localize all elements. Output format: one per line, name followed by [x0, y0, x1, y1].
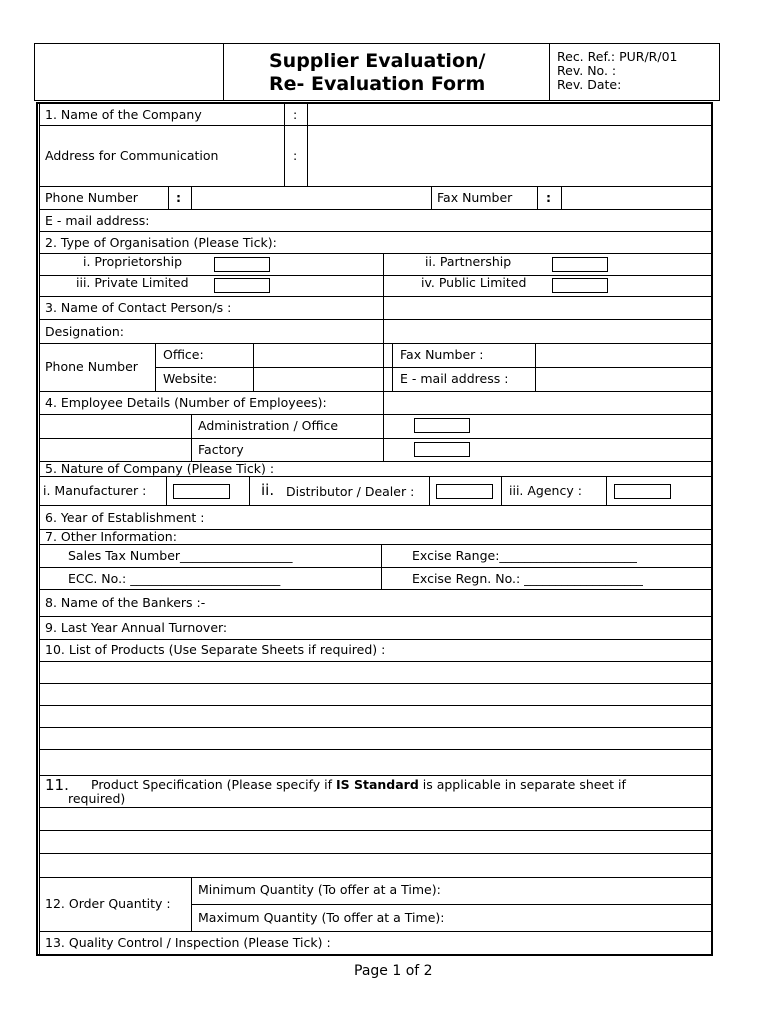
- company-name-colon: :: [293, 107, 298, 122]
- address-field[interactable]: [308, 126, 711, 185]
- product-list-line-1[interactable]: [40, 662, 711, 683]
- bankers-label: 8. Name of the Bankers :-: [45, 595, 206, 610]
- product-spec-text-line2: required): [68, 791, 126, 806]
- admin-office-label: Administration / Office: [198, 418, 339, 433]
- order-quantity-label: 12. Order Quantity :: [45, 896, 171, 911]
- distributor-number: ii.: [261, 481, 275, 499]
- fax-number-label: Fax Number: [437, 190, 513, 205]
- contact-email-field[interactable]: [536, 368, 711, 390]
- factory-count-box[interactable]: [414, 442, 470, 457]
- page-number: Page 1 of 2: [354, 963, 433, 979]
- address-colon: :: [293, 148, 298, 163]
- org-option-partnership: ii. Partnership: [425, 254, 512, 269]
- contact-fax-field[interactable]: [536, 344, 711, 366]
- employee-details-label: 4. Employee Details (Number of Employees):: [45, 395, 327, 410]
- org-type-label: 2. Type of Organisation (Please Tick):: [45, 235, 277, 250]
- other-info-label: 7. Other Information:: [45, 529, 177, 544]
- public-limited-checkbox[interactable]: [552, 278, 608, 293]
- form-title-line1: Supplier Evaluation/: [269, 50, 486, 72]
- list-of-products-label: 10. List of Products (Use Separate Sheets if required) :: [45, 642, 386, 657]
- contact-email-label: E - mail address :: [400, 371, 509, 386]
- product-list-line-2[interactable]: [40, 684, 711, 705]
- form-title-line2: Re- Evaluation Form: [269, 73, 486, 95]
- contact-person-field[interactable]: [384, 297, 711, 318]
- contact-person-label: 3. Name of Contact Person/s :: [45, 300, 232, 315]
- sales-tax-number[interactable]: Sales Tax Number__________________: [68, 548, 293, 563]
- company-name-field[interactable]: [308, 105, 711, 124]
- office-label: Office:: [163, 347, 204, 362]
- org-option-proprietorship: i. Proprietorship: [83, 254, 183, 269]
- annual-turnover-label: 9. Last Year Annual Turnover:: [45, 620, 228, 635]
- contact-phone-label: Phone Number: [45, 359, 138, 374]
- is-standard-text: IS Standard: [335, 777, 419, 792]
- admin-office-count-box[interactable]: [414, 418, 470, 433]
- year-established-label: 6. Year of Establishment :: [45, 510, 205, 525]
- rev-date: Rev. Date:: [557, 77, 622, 92]
- phone-number-field[interactable]: [192, 187, 430, 208]
- ecc-number[interactable]: ECC. No.: ________________________: [68, 571, 281, 586]
- contact-fax-label: Fax Number :: [400, 347, 484, 362]
- product-list-line-4[interactable]: [40, 728, 711, 749]
- distributor-checkbox[interactable]: [436, 484, 493, 499]
- designation-label: Designation:: [45, 324, 124, 339]
- nature-of-company-label: 5. Nature of Company (Please Tick) :: [45, 461, 275, 476]
- org-option-private-limited: iii. Private Limited: [76, 275, 189, 290]
- product-spec-text-post: is applicable in separate sheet if: [418, 777, 626, 792]
- email-label: E - mail address:: [45, 213, 150, 228]
- maximum-quantity-label: Maximum Quantity (To offer at a Time):: [198, 910, 445, 925]
- office-phone-field[interactable]: [254, 344, 391, 366]
- rev-no: Rev. No. :: [557, 63, 617, 78]
- product-spec-number: 11.: [45, 776, 69, 794]
- website-field[interactable]: [254, 368, 391, 390]
- factory-label: Factory: [198, 442, 244, 457]
- agency-label: iii. Agency :: [509, 483, 582, 498]
- phone-number-colon: :: [176, 190, 181, 205]
- partnership-checkbox[interactable]: [552, 257, 608, 272]
- header-divider-right: [549, 43, 550, 101]
- manufacturer-checkbox[interactable]: [173, 484, 230, 499]
- private-limited-checkbox[interactable]: [214, 278, 270, 293]
- fax-number-colon: :: [546, 190, 551, 205]
- distributor-label: Distributor / Dealer :: [286, 484, 415, 499]
- address-label: Address for Communication: [45, 148, 219, 163]
- phone-number-label: Phone Number: [45, 190, 138, 205]
- proprietorship-checkbox[interactable]: [214, 257, 270, 272]
- designation-field[interactable]: [384, 320, 711, 342]
- org-option-public-limited: iv. Public Limited: [421, 275, 527, 290]
- agency-checkbox[interactable]: [614, 484, 671, 499]
- product-spec-text: [91, 778, 626, 792]
- excise-range[interactable]: Excise Range:______________________: [412, 548, 637, 563]
- product-list-line-3[interactable]: [40, 706, 711, 727]
- company-name-label: 1. Name of the Company: [45, 107, 202, 122]
- quality-control-label: 13. Quality Control / Inspection (Please Tick) :: [45, 935, 331, 950]
- minimum-quantity-label: Minimum Quantity (To offer at a Time):: [198, 882, 441, 897]
- manufacturer-label: i. Manufacturer :: [43, 483, 147, 498]
- product-spec-text-pre: Product Specification (Please specify if: [91, 777, 336, 792]
- excise-regn-number[interactable]: Excise Regn. No.: ___________________: [412, 571, 643, 586]
- header-divider-left: [223, 43, 224, 101]
- rec-ref: Rec. Ref.: PUR/R/01: [557, 49, 678, 64]
- logo-area: [36, 45, 222, 99]
- fax-number-field[interactable]: [562, 187, 711, 208]
- website-label: Website:: [163, 371, 218, 386]
